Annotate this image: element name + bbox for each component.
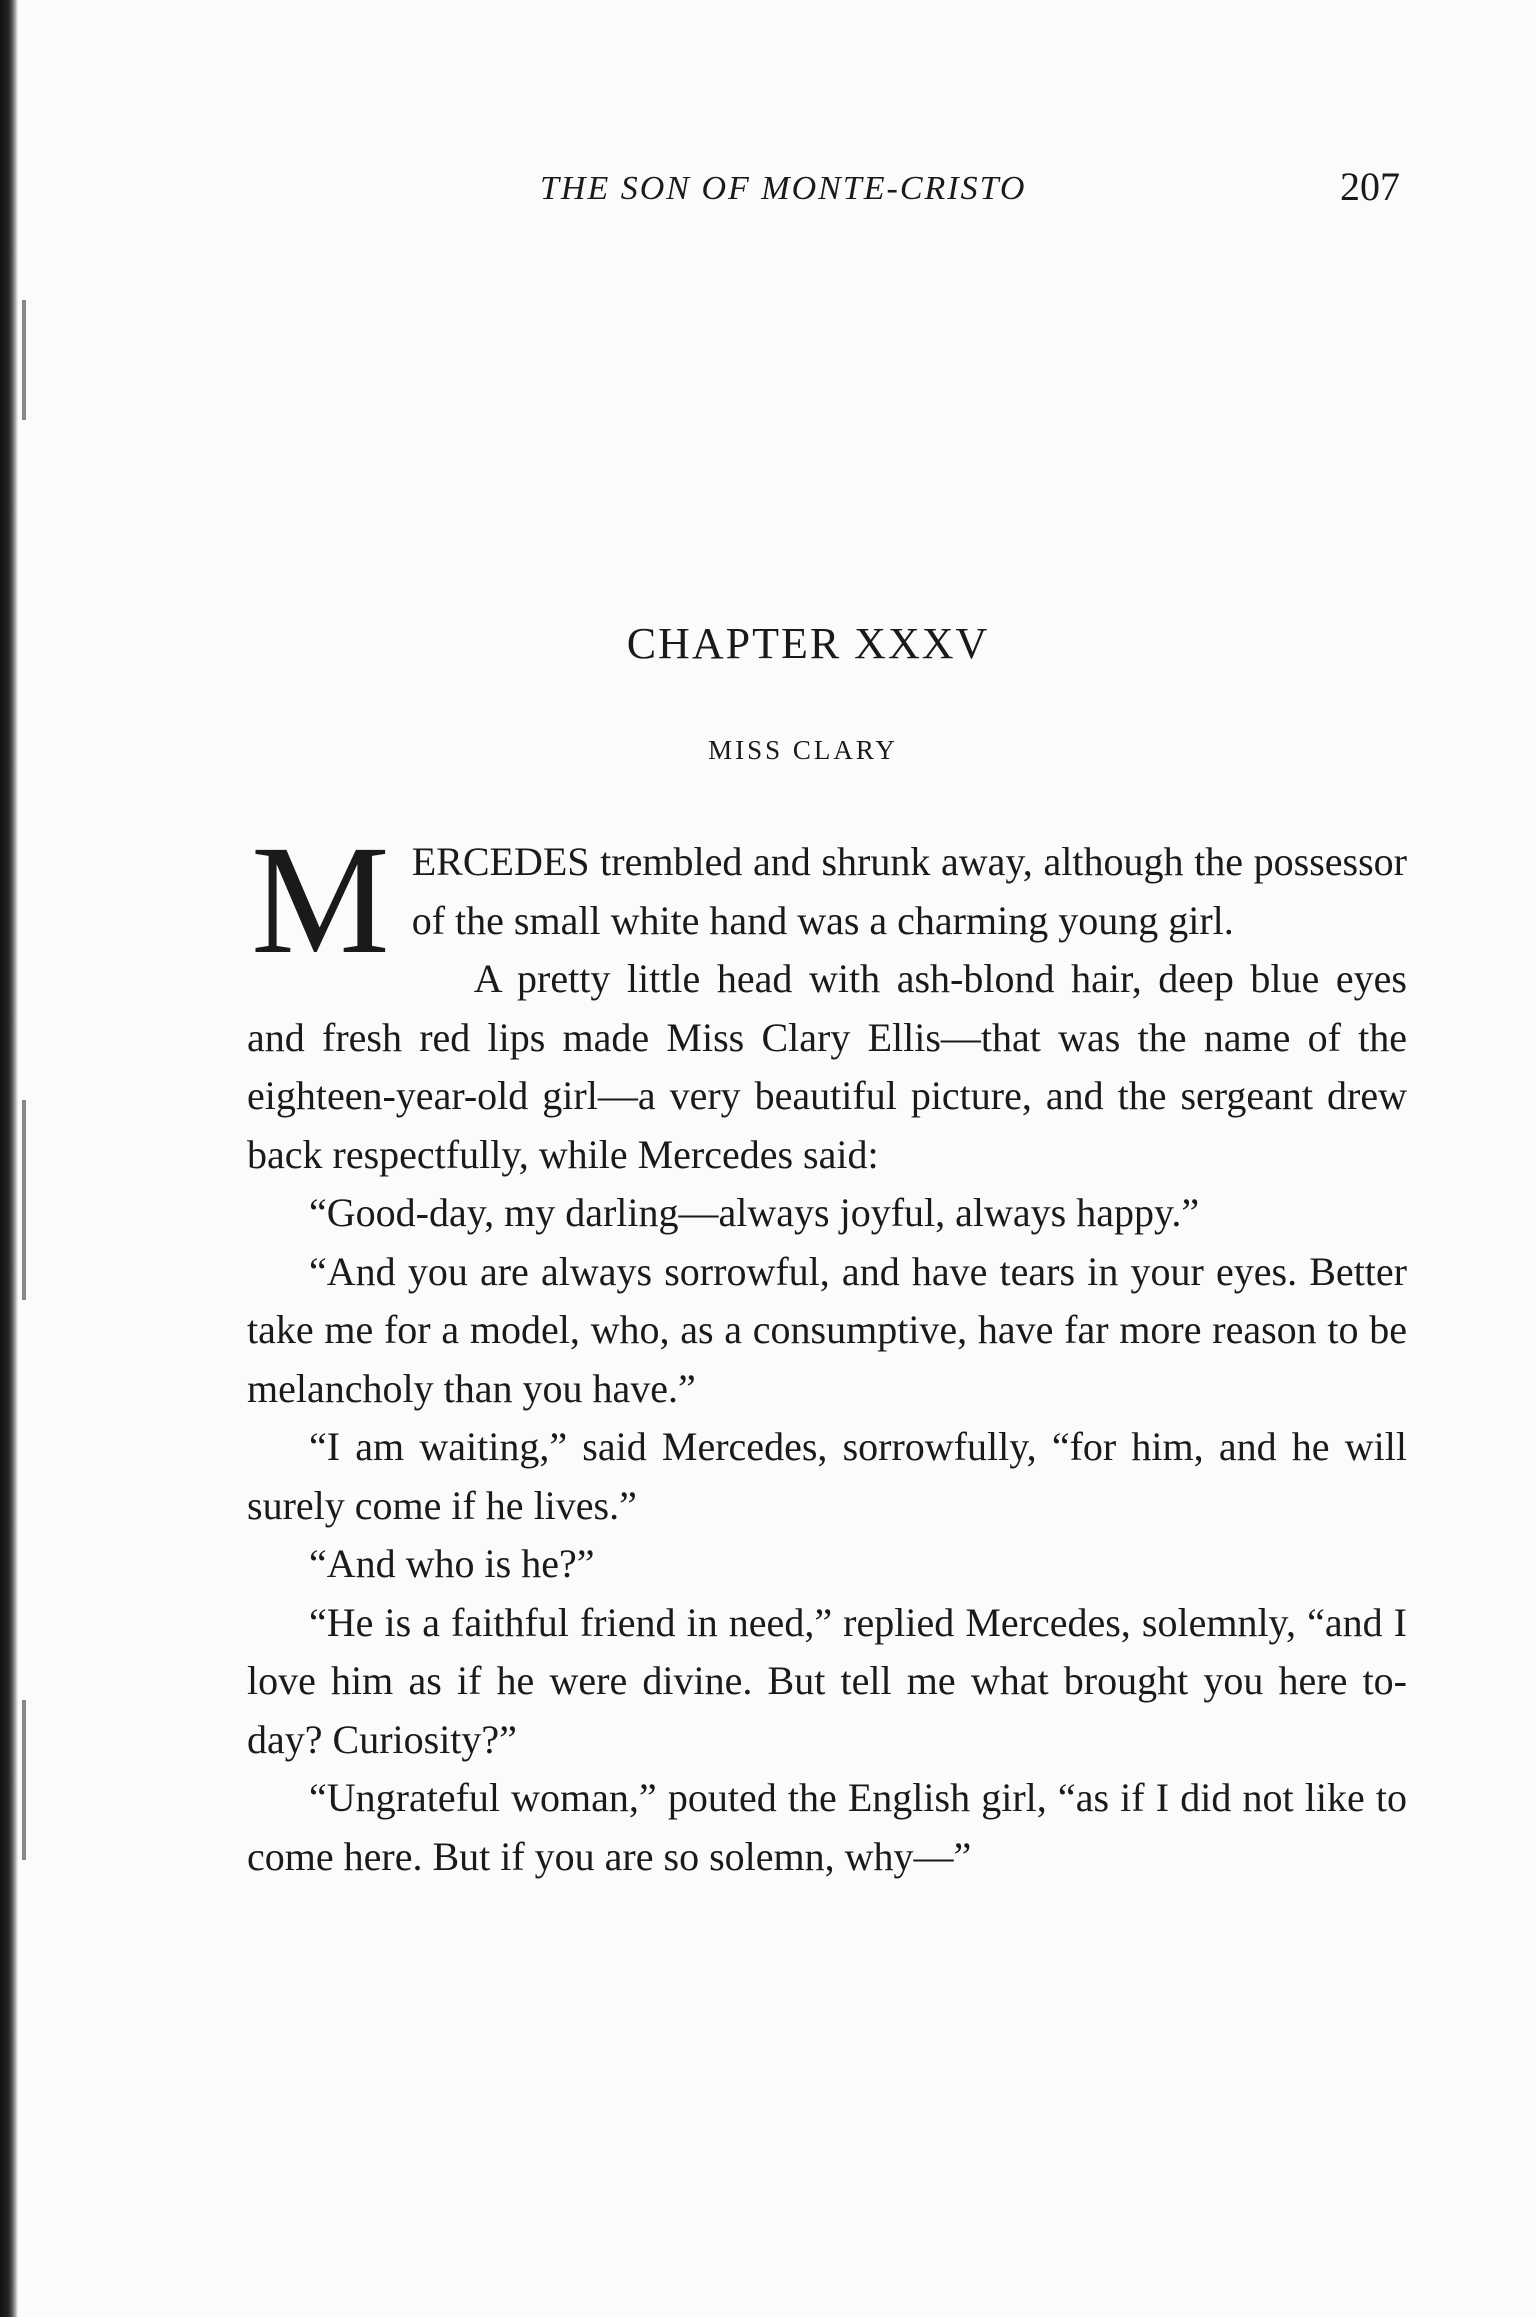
paragraph: A pretty little head with ash-blond hair, deep blue eyes and fresh red lips made Miss Clary Ellis—that was the name of the eighteen-year-old girl—a very beautiful picture, and the sergeant drew back respectfully, while Mercedes said: [247, 956, 1407, 1177]
paragraph [247, 813, 1407, 986]
body-text [247, 813, 1407, 1886]
page-number: 207 [1340, 164, 1400, 209]
paragraph: “And you are always sorrowful, and have tears in your eyes. Better take me for a model, who, as a consumptive, have far more reason to be melancholy than you have.” [247, 1248, 1407, 1411]
paragraph: “Ungrateful woman,” pouted the English girl, “as if I did not like to come here. But if you are so solemn, why—” [247, 1775, 1407, 1879]
paragraph: “I am waiting,” said Mercedes, sorrowfully, “for him, and he will surely come if he lives.” [247, 1424, 1407, 1528]
paragraph: “He is a faithful friend in need,” replied Mercedes, solemnly, “and I love him as if he were divine. But tell me what brought you here to-day? Curiosity?” [247, 1599, 1407, 1762]
paragraph: “Good-day, my darling—always joyful, always happy.” [309, 1190, 1200, 1235]
binding-edge [0, 0, 18, 2317]
chapter-subtitle: MISS CLARY [708, 735, 898, 765]
binding-shadow [22, 1100, 26, 1300]
paragraph: “And who is he?” [309, 1541, 595, 1586]
paragraph-text: ERCEDES trembled and shrunk away, although the possessor of the small white hand was a charming young girl. [411, 839, 1407, 943]
binding-shadow [22, 1700, 26, 1860]
running-head: THE SON OF MONTE-CRISTO [540, 170, 1027, 207]
binding-shadow [22, 300, 26, 420]
chapter-title: CHAPTER XXXV [626, 619, 990, 668]
drop-cap: M [251, 813, 390, 986]
